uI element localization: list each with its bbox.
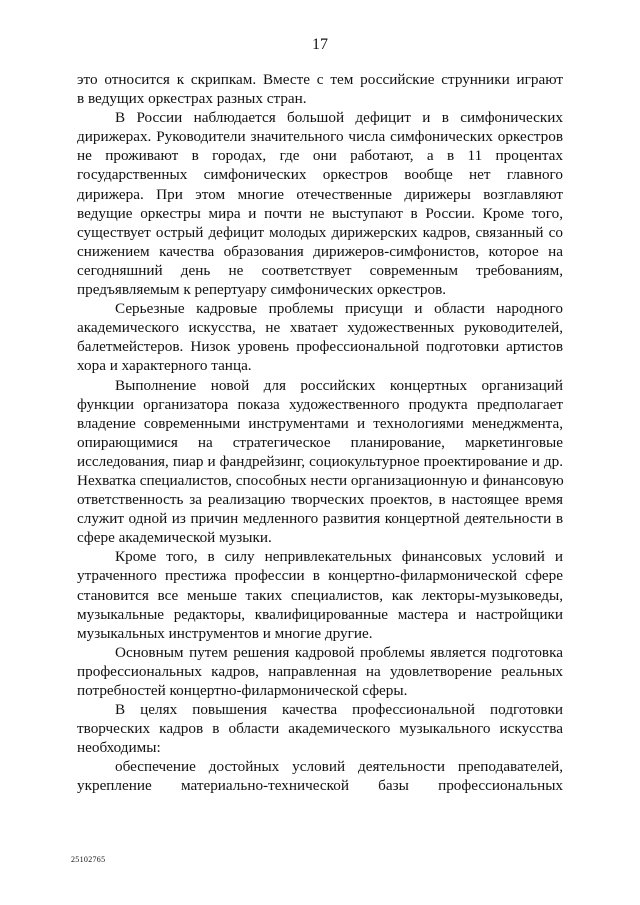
text-line: снижением качества образования дирижеров-симфонистов, которое на <box>77 242 563 260</box>
text-line: дирижерах. Руководители значительного числа симфонических оркестров <box>77 128 563 146</box>
text-line: существует острый дефицит молодых дирижерских кадров, связанный со <box>77 223 563 241</box>
text-line: служит одной из причин медленного развития концертной деятельности в <box>77 510 563 528</box>
text-line: опирающимися на стратегическое планирование, маркетинговые <box>77 433 563 451</box>
text-line: музыкальные редакторы, квалифицированные мастера и настройщики <box>77 605 563 623</box>
text-line: сегодняшний день не соответствует современным требованиям, <box>77 261 563 279</box>
page-number: 17 <box>312 36 328 53</box>
text-line: это относится к скрипкам. Вместе с тем российские струнники играют <box>77 71 563 88</box>
text-line: в ведущих оркестрах разных стран. <box>77 90 307 108</box>
text-line: необходимы: <box>77 739 161 757</box>
text-line: исследования, пиар и фандрейзинг, социокультурное проектирование и др. <box>77 452 563 470</box>
text-line: утраченного престижа профессии в концертно-филармонической сфере <box>77 567 563 585</box>
text-line: Выполнение новой для российских концертных организаций <box>115 376 563 394</box>
text-line: творческих кадров в области академического музыкального искусства <box>77 720 563 738</box>
text-line: Кроме того, в силу непривлекательных финансовых условий и <box>115 548 563 566</box>
text-line: не проживают в городах, где они работают, а в 11 процентах <box>77 147 563 165</box>
text-line: Основным путем решения кадровой проблемы является подготовка <box>115 643 563 661</box>
text-line: функции организатора показа художественного продукта предполагает <box>77 395 563 413</box>
text-line: сфере академической музыки. <box>77 529 272 547</box>
text-line: ведущие оркестры мира и почти не выступают в России. Кроме того, <box>77 204 563 222</box>
text-line: В целях повышения качества профессиональной подготовки <box>115 701 563 719</box>
text-line: Серьезные кадровые проблемы присущи и области народного <box>115 300 563 318</box>
body-text <box>77 70 563 796</box>
text-line: потребностей концертно-филармонической сферы. <box>77 682 408 699</box>
text-line: балетмейстеров. Низок уровень профессиональной подготовки артистов <box>77 338 563 356</box>
text-line: владение современными инструментами и технологиями менеджмента, <box>77 414 563 432</box>
text-line: ответственность за реализацию творческих проектов, в настоящее время <box>77 491 563 509</box>
text-line: становится все меньше таких специалистов, как лекторы-музыковеды, <box>77 586 563 604</box>
text-line: обеспечение достойных условий деятельности преподавателей, <box>115 758 563 776</box>
text-line: Нехватка специалистов, способных нести организационную и финансовую <box>77 471 564 489</box>
text-line: профессиональных кадров, направленная на удовлетворение реальных <box>77 662 563 680</box>
text-line: академического искусства, не хватает художественных руководителей, <box>77 319 563 337</box>
text-line: укрепление материально-технической базы профессиональных <box>77 777 563 795</box>
text-line: предъявляемым к репертуару симфонических оркестров. <box>77 281 447 299</box>
document-code: 25102765 <box>71 855 106 864</box>
text-line: дирижера. При этом многие отечественные дирижеры возглавляют <box>77 185 563 203</box>
text-line: государственных симфонических оркестров вообще нет главного <box>77 166 563 184</box>
text-line: хора и характерного танца. <box>77 357 252 375</box>
text-line: В России наблюдается большой дефицит и в симфонических <box>115 109 563 127</box>
text-line: музыкальных инструментов и многие другие. <box>77 624 373 642</box>
